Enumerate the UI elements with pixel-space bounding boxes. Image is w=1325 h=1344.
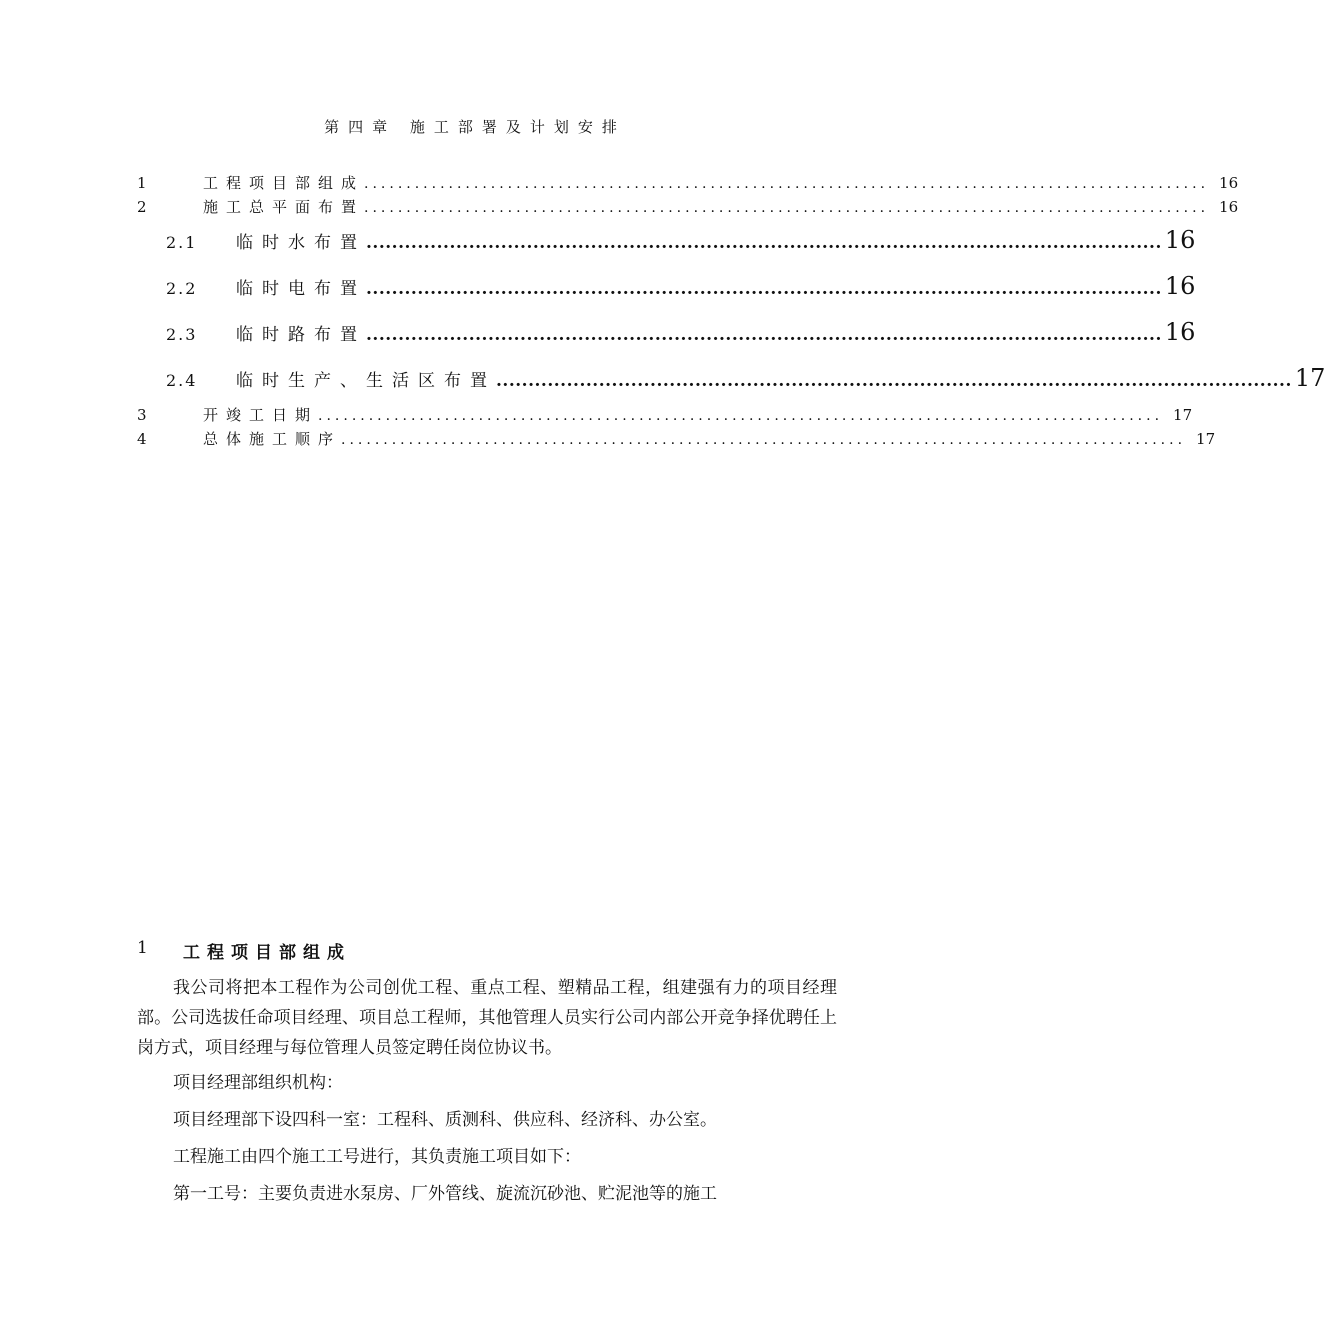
toc-entry-label: 临时路布置: [236, 325, 366, 345]
toc-leader-dots: ............................................................................................................................: [366, 279, 1162, 299]
toc-entry-number: 2.2: [166, 279, 198, 298]
toc-leader-dots: ....................................................................................................: [364, 176, 1210, 192]
toc-entry-number: 2.4: [166, 371, 198, 390]
toc-entry-number: 3: [137, 406, 147, 424]
toc-entry[interactable]: [166, 318, 1196, 350]
toc-entry-page: 17: [1294, 364, 1325, 392]
toc-entry[interactable]: [166, 272, 1196, 304]
toc-entry-number: 2.3: [166, 325, 198, 344]
toc-leader-dots: ............................................................................................................................: [496, 371, 1292, 391]
toc-entry-page: 16: [1164, 318, 1196, 346]
toc-entry[interactable]: [166, 364, 1325, 396]
toc-entry[interactable]: [137, 196, 1239, 218]
toc-entry-number: 1: [137, 174, 147, 192]
toc-entry-page: 16: [1164, 272, 1196, 300]
toc-leader-dots: ....................................................................................................: [318, 408, 1164, 424]
toc-entry-label: 临时电布置: [236, 279, 366, 299]
toc-entry[interactable]: [166, 226, 1196, 258]
org-structure-line: 项目经理部组织机构：: [173, 1073, 343, 1093]
toc-leader-dots: ....................................................................................................: [341, 432, 1187, 448]
section-number: 1: [137, 938, 148, 958]
toc-leader-dots: ............................................................................................................................: [366, 233, 1162, 253]
toc-entry-label: 开竣工日期: [203, 406, 319, 424]
toc-entry-label: 工程项目部组成: [203, 174, 365, 192]
toc-entry[interactable]: [137, 404, 1193, 426]
toc-entry-number: 2: [137, 198, 147, 216]
toc-entry-label: 施工总平面布置: [203, 198, 365, 216]
departments-line: 项目经理部下设四科一室：工程科、质测科、供应科、经济科、办公室。: [173, 1110, 717, 1130]
chapter-title: 第四章 施工部署及计划安排: [324, 118, 626, 136]
section-heading: [137, 938, 351, 963]
toc-entry-label: 临时水布置: [236, 233, 366, 253]
toc-entry-page: 16: [1219, 198, 1239, 216]
toc-entry-number: 4: [137, 430, 147, 448]
toc-entry-page: 17: [1196, 430, 1216, 448]
section-title: 工程项目部组成: [183, 943, 351, 963]
toc-entry-page: 17: [1173, 406, 1193, 424]
toc-entry-number: 2.1: [166, 233, 198, 252]
toc-entry-page: 16: [1164, 226, 1196, 254]
toc-entry[interactable]: [137, 428, 1216, 450]
toc-entry-label: 总体施工顺序: [203, 430, 342, 448]
toc-entry-label: 临时生产、生活区布置: [236, 371, 496, 391]
toc-leader-dots: ............................................................................................................................: [366, 325, 1162, 345]
team-one-line: 第一工号：主要负责进水泵房、厂外管线、旋流沉砂池、贮泥池等的施工: [173, 1184, 717, 1204]
intro-paragraph: 我公司将把本工程作为公司创优工程、重点工程、塑精品工程，组建强有力的项目经理部。公司选拔任命项目经理、项目总工程师，其他管理人员实行公司内部公开竞争择优聘任上岗方式，项目经理与每位管理人员签定聘任岗位协议书。: [137, 978, 837, 1058]
toc-leader-dots: ....................................................................................................: [364, 200, 1210, 216]
work-teams-line: 工程施工由四个施工工号进行，其负责施工项目如下：: [173, 1147, 581, 1167]
toc-entry[interactable]: [137, 172, 1239, 194]
toc-entry-page: 16: [1219, 174, 1239, 192]
